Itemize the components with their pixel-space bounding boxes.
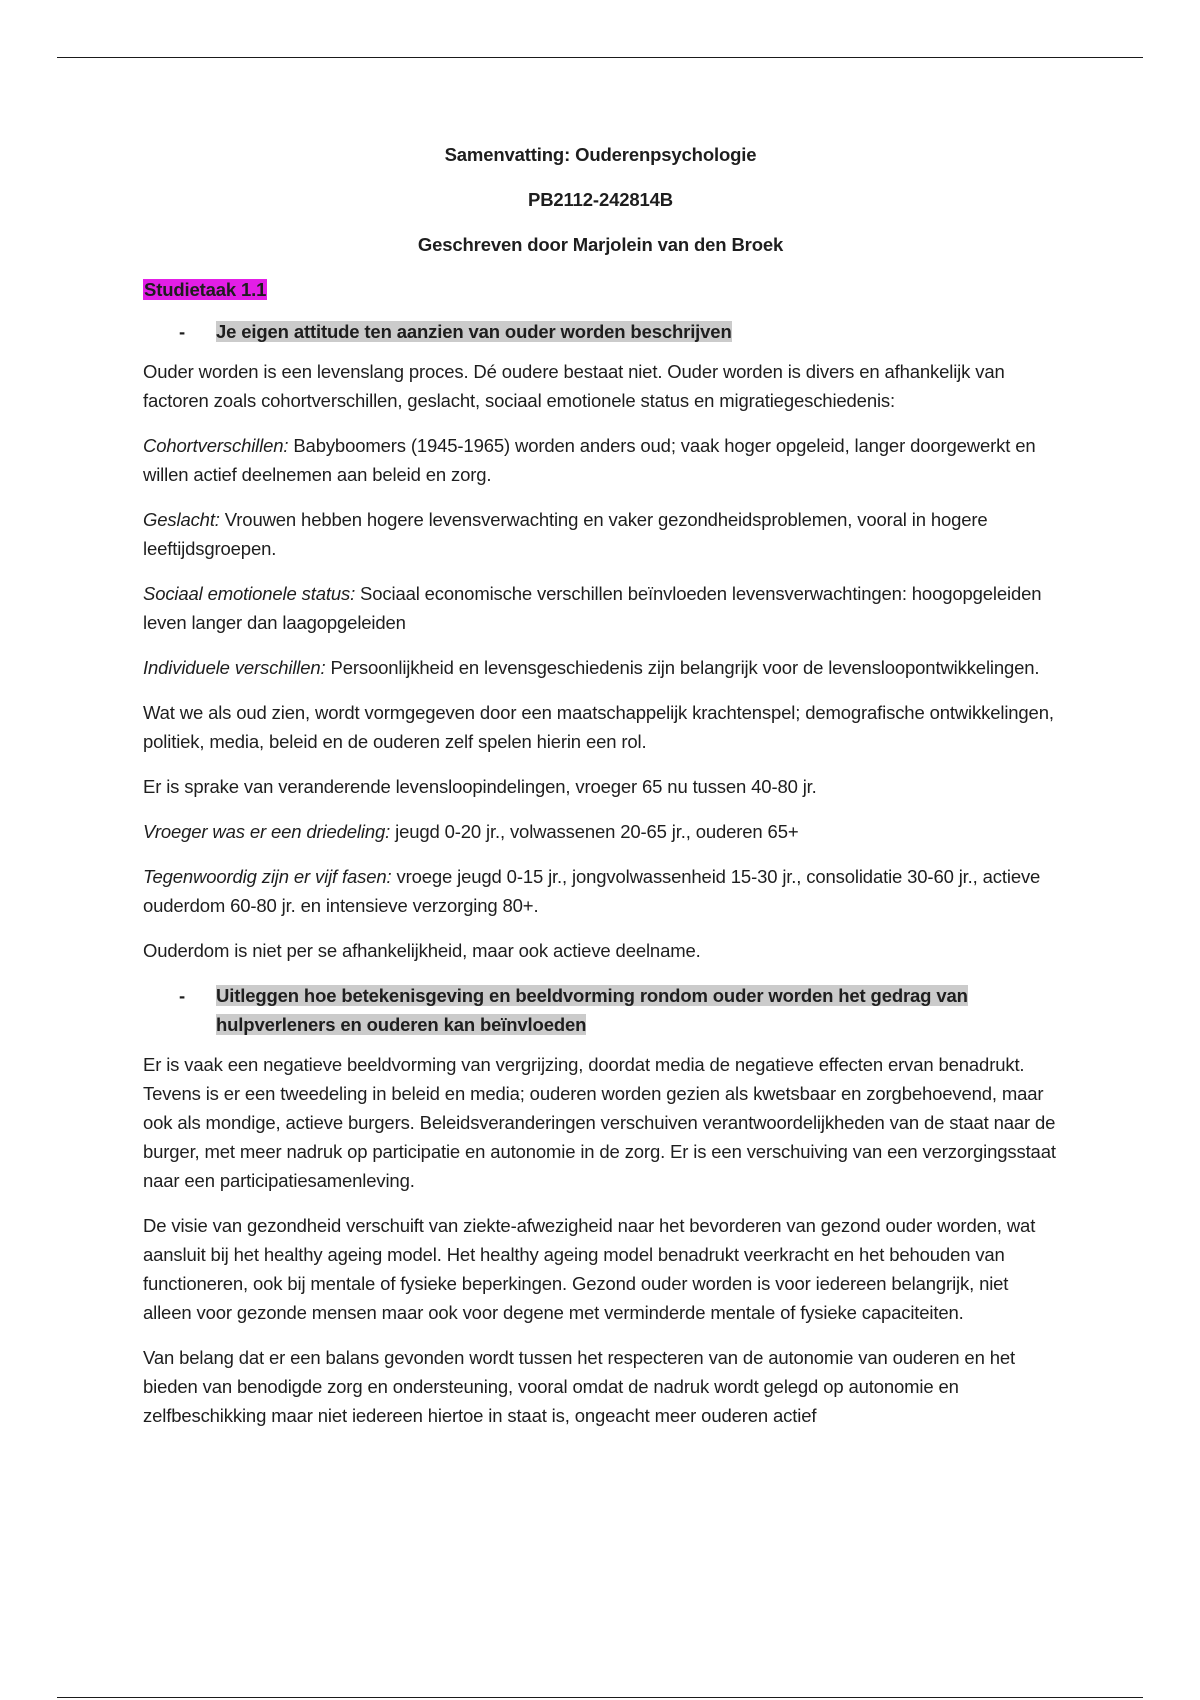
paragraph: Vroeger was er een driedeling: jeugd 0-20 jr., volwassenen 20-65 jr., ouderen 65+	[143, 821, 799, 842]
paragraph-label: Individuele verschillen:	[143, 657, 326, 678]
paragraph: De visie van gezondheid verschuift van ziekte-afwezigheid naar het bevorderen van gezond ouder worden, wat aansluit bij het healthy ageing model. Het healthy ageing model benadrukt veerkracht en het behouden van functioneren, ook bij mentale of fysieke beperkingen. Gezond ouder worden is voor iedereen belangrijk, niet alleen voor gezonde mensen maar ook voor degene met verminderde mentale of fysieke capaciteiten.	[143, 1215, 1036, 1323]
document-page	[143, 140, 1058, 1446]
paragraph-label: Geslacht:	[143, 509, 220, 530]
paragraph: Geslacht: Vrouwen hebben hogere levensverwachting en vaker gezondheidsproblemen, vooral in hogere leeftijdsgroepen.	[143, 509, 988, 559]
paragraph: Tegenwoordig zijn er vijf fasen: vroege jeugd 0-15 jr., jongvolwassenheid 15-30 jr., consolidatie 30-60 jr., actieve ouderdom 60-80 jr. en intensieve verzorging 80+.	[143, 866, 1041, 916]
top-rule	[57, 57, 1143, 58]
document-author: Geschreven door Marjolein van den Broek	[417, 234, 784, 255]
bottom-rule	[57, 1697, 1143, 1698]
paragraph: Er is sprake van veranderende levensloopindelingen, vroeger 65 nu tussen 40-80 jr.	[143, 776, 817, 797]
paragraph: Van belang dat er een balans gevonden wordt tussen het respecteren van de autonomie van ouderen en het bieden van benodigde zorg en ondersteuning, vooral omdat de nadruk wordt gelegd op autonomie en zelfbeschikking maar niet iedereen hiertoe in staat is, ongeacht meer ouderen actief	[143, 1347, 1015, 1426]
bullet-dash: -	[179, 321, 186, 342]
studytask-heading	[143, 275, 1058, 304]
paragraph-label: Cohortverschillen:	[143, 435, 289, 456]
paragraph: Er is vaak een negatieve beeldvorming van vergrijzing, doordat media de negatieve effecten ervan benadrukt. Tevens is er een tweedeling in beleid en media; ouderen worden gezien als kwetsbaar en zorgbehoevend, maar ook als mondige, actieve burgers. Beleidsveranderingen verschuiven verantwoordelijkheden van de staat naar de burger, met meer nadruk op participatie en autonomie in de zorg. Er is een verschuiving van een verzorgingsstaat naar een participatiesamenleving.	[143, 1054, 1056, 1191]
paragraph-label: Tegenwoordig zijn er vijf fasen:	[143, 866, 392, 887]
bullet-text: Uitleggen hoe betekenisgeving en beeldvorming rondom ouder worden het gedrag van hulpverleners en ouderen kan beïnvloeden	[216, 985, 968, 1035]
studytask-label: Studietaak 1.1	[144, 279, 267, 300]
paragraph: Cohortverschillen: Babyboomers (1945-1965) worden anders oud; vaak hoger opgeleid, langer doorgewerkt en willen actief deelnemen aan beleid en zorg.	[143, 435, 1036, 485]
document-title: Samenvatting: Ouderenpsychologie	[444, 144, 757, 165]
paragraph: Ouderdom is niet per se afhankelijkheid, maar ook actieve deelname.	[143, 940, 701, 961]
bullet-heading	[179, 317, 1058, 346]
paragraph: Ouder worden is een levenslang proces. Dé oudere bestaat niet. Ouder worden is divers en afhankelijk van factoren zoals cohortverschillen, geslacht, sociaal emotionele status en migratiegeschiedenis:	[143, 361, 1005, 411]
paragraph: Individuele verschillen: Persoonlijkheid en levensgeschiedenis zijn belangrijk voor de levensloopontwikkelingen.	[143, 657, 1040, 678]
paragraph: Wat we als oud zien, wordt vormgegeven door een maatschappelijk krachtenspel; demografische ontwikkelingen, politiek, media, beleid en de ouderen zelf spelen hierin een rol.	[143, 702, 1054, 752]
bullet-heading	[179, 981, 1058, 1039]
document-code: PB2112-242814B	[528, 189, 673, 210]
paragraph-label: Sociaal emotionele status:	[143, 583, 356, 604]
bullet-dash: -	[179, 985, 186, 1006]
bullet-text: Je eigen attitude ten aanzien van ouder worden beschrijven	[216, 321, 732, 342]
paragraph-label: Vroeger was er een driedeling:	[143, 821, 391, 842]
paragraph: Sociaal emotionele status: Sociaal economische verschillen beïnvloeden levensverwachtingen: hoogopgeleiden leven langer dan laagopgeleiden	[143, 583, 1042, 633]
